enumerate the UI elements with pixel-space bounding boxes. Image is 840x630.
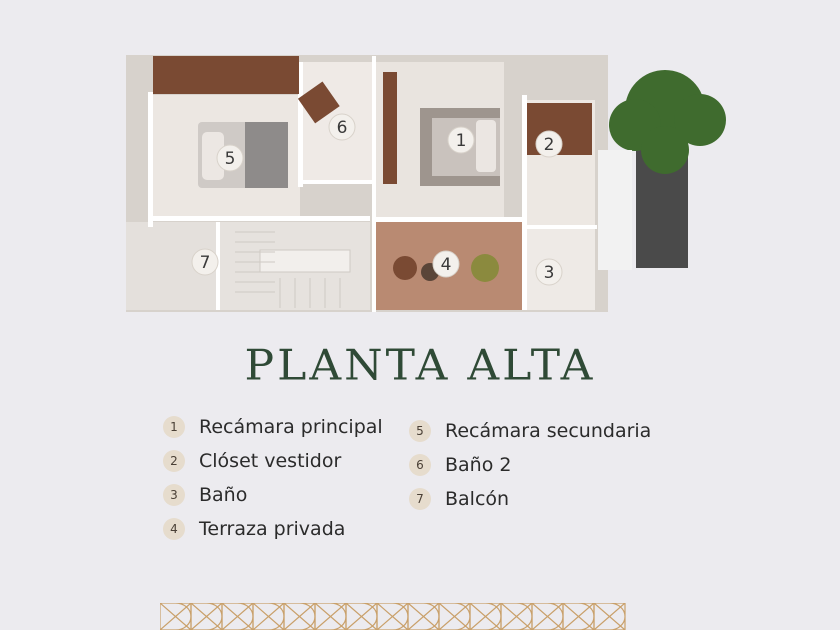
legend-number: 4 [163, 518, 185, 540]
legend-item-3 [163, 482, 247, 508]
plan-marker-label: 6 [336, 118, 348, 138]
pattern-cell [315, 603, 346, 630]
legend-number: 1 [163, 416, 185, 438]
legend-item-5 [409, 418, 651, 444]
pattern-cell [284, 603, 315, 630]
plan-marker-label: 3 [543, 263, 555, 283]
plan-marker-label: 4 [440, 255, 452, 275]
legend-number: 2 [163, 450, 185, 472]
pattern-cell [594, 603, 625, 630]
legend-item-4 [163, 516, 345, 542]
pattern-cell [377, 603, 408, 630]
pattern-cell [346, 603, 377, 630]
legend-label: Baño [199, 484, 248, 506]
legend-label: Recámara secundaria [445, 420, 652, 442]
plan-marker-label: 7 [199, 253, 211, 273]
pattern-cell [191, 603, 222, 630]
legend-label: Balcón [445, 488, 510, 510]
legend-item-7 [409, 486, 509, 512]
pattern-cell [253, 603, 284, 630]
plan-marker-label: 1 [455, 131, 467, 151]
legend-item-6 [409, 452, 511, 478]
pattern-cell [408, 603, 439, 630]
pattern-cell [439, 603, 470, 630]
legend-number: 7 [409, 488, 431, 510]
legend-label: Terraza privada [199, 518, 346, 540]
plan-marker-label: 5 [224, 149, 236, 169]
pattern-cell [532, 603, 563, 630]
pattern-cell [470, 603, 501, 630]
pattern-cell [222, 603, 253, 630]
legend-label: Baño 2 [445, 454, 512, 476]
pattern-cell [563, 603, 594, 630]
legend-number: 5 [409, 420, 431, 442]
legend-number: 6 [409, 454, 431, 476]
decorative-pattern [160, 603, 626, 630]
legend-item-1 [163, 414, 383, 440]
legend-number: 3 [163, 484, 185, 506]
legend-label: Recámara principal [199, 416, 383, 438]
legend-label: Clóset vestidor [199, 450, 342, 472]
page-title: PLANTA ALTA [244, 341, 596, 390]
plan-marker-label: 2 [543, 135, 555, 155]
pattern-cell [501, 603, 532, 630]
legend-item-2 [163, 448, 341, 474]
pattern-cell [160, 603, 191, 630]
